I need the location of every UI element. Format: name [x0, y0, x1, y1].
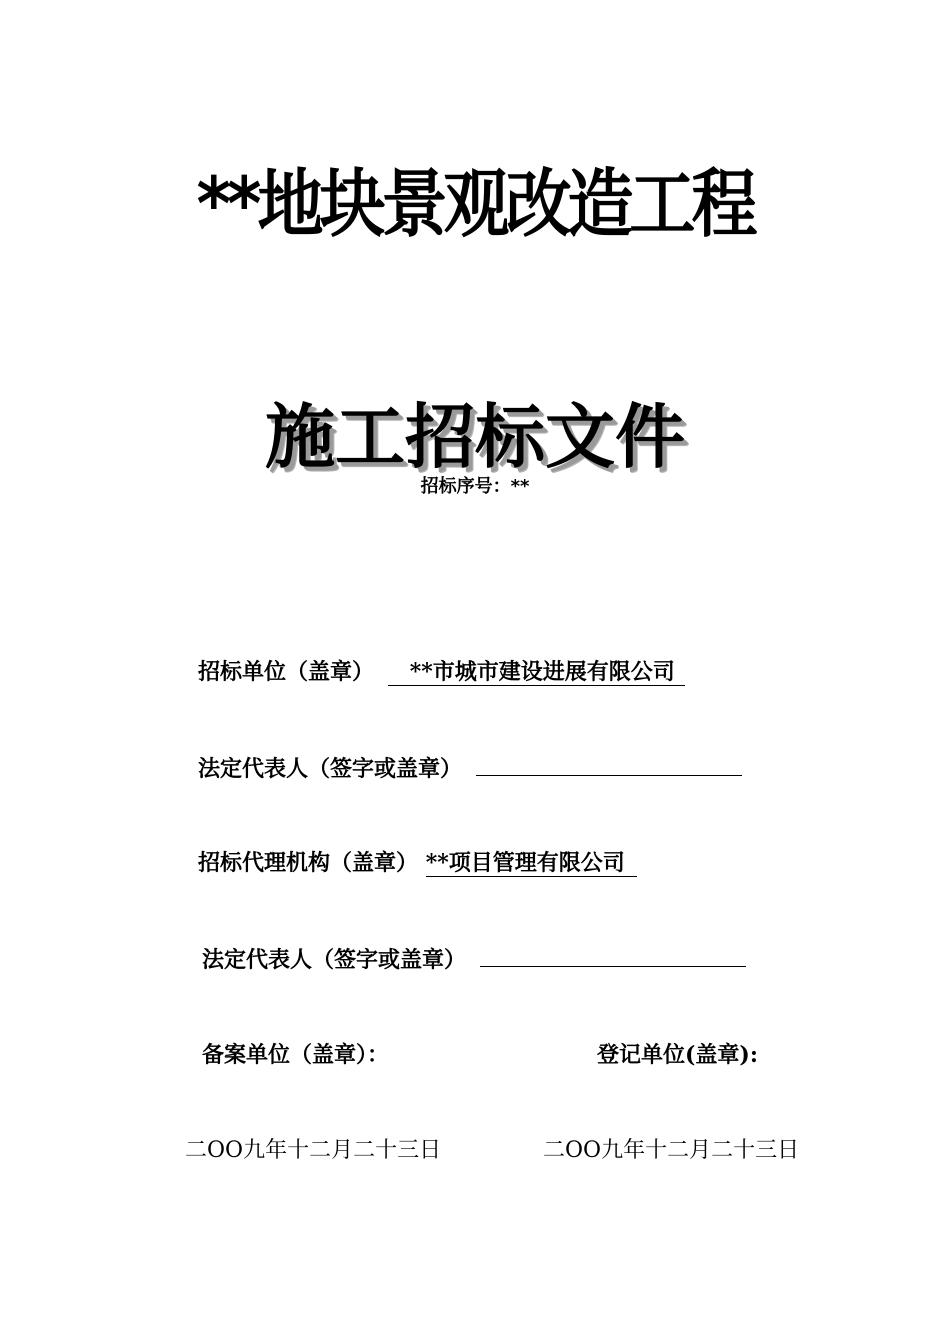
document-title: 施工招标文件 [265, 396, 685, 478]
tenderer-label: 招标单位（盖章） [198, 659, 375, 685]
registration-date: 二OO九年十二月二十三日 [543, 1138, 800, 1163]
legal-rep-2-row [202, 944, 746, 976]
filing-unit-label: 备案单位（盖章）： [202, 1042, 390, 1068]
filing-unit-row [202, 1040, 389, 1071]
legal-rep-2-signature-line [480, 944, 746, 967]
legal-rep-1-signature-line [476, 753, 742, 776]
tenderer-row [198, 657, 685, 688]
legal-rep-1-label: 法定代表人（签字或盖章） [198, 756, 463, 782]
legal-rep-1-row [198, 753, 742, 785]
agency-row [198, 848, 637, 879]
agency-label: 招标代理机构（盖章） [198, 850, 419, 876]
legal-rep-2-label: 法定代表人（签字或盖章） [202, 947, 467, 973]
agency-value: **项目管理有限公司 [426, 850, 637, 877]
tenderer-value: **市城市建设进展有限公司 [388, 659, 685, 686]
filing-date: 二OO九年十二月二十三日 [185, 1138, 442, 1163]
registration-unit-row [597, 1040, 758, 1071]
project-title: **地块景观改造工程 [196, 161, 754, 248]
bid-number: 招标序号：** [420, 476, 530, 497]
registration-unit-label: 登记单位(盖章): [597, 1042, 758, 1068]
